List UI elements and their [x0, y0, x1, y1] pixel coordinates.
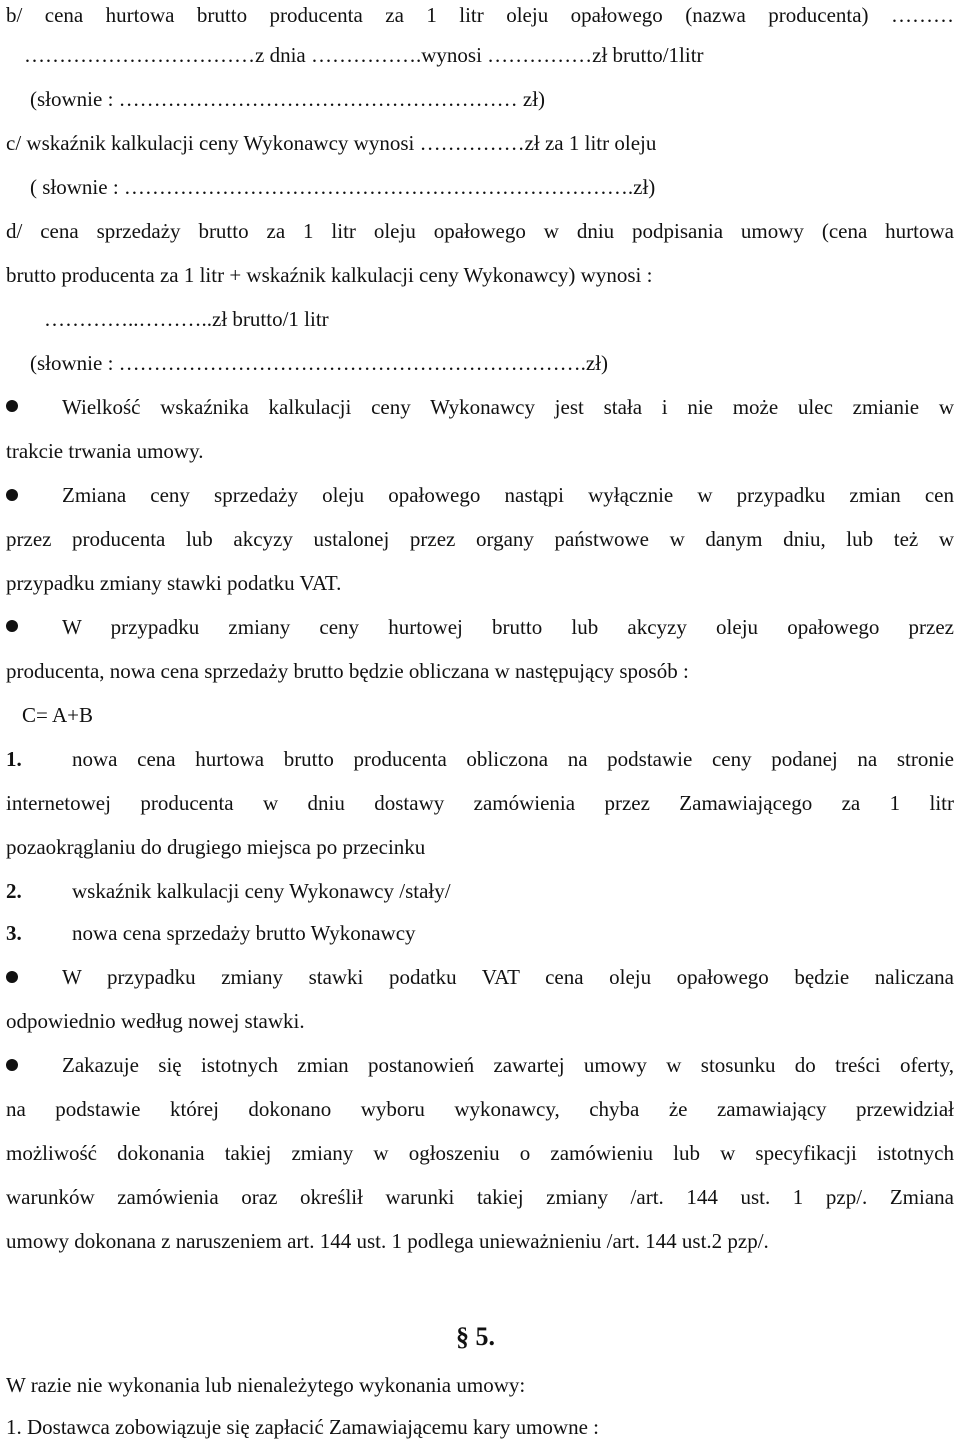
bullet-icon [6, 1059, 18, 1071]
bullet2-line3: przypadku zmiany stawki podatku VAT. [6, 571, 342, 595]
bullet2-line1: Zmiana ceny sprzedaży oleju opałowego nastąpi wyłącznie w przypadku zmian cen [62, 483, 954, 507]
bullet5-line5: umowy dokonana z naruszeniem art. 144 ust. 1 podlega unieważnieniu /art. 144 ust.2 pzp/. [6, 1229, 769, 1253]
bullet3-line1: W przypadku zmiany ceny hurtowej brutto lub akcyzy oleju opałowego przez [62, 615, 954, 639]
line-d: d/ cena sprzedaży brutto za 1 litr oleju opałowego w dniu podpisania umowy (cena hurtowa [6, 219, 954, 243]
section-line1: W razie nie wykonania lub nienależytego wykonania umowy: [6, 1373, 526, 1397]
bullet-icon [6, 400, 18, 412]
bullet5-line3: możliwość dokonania takiej zmiany w ogłoszeniu o zamówieniu lub w specyfikacji istotnych [6, 1141, 954, 1165]
line-d-cont: brutto producenta za 1 litr + wskaźnik kalkulacji ceny Wykonawcy) wynosi : [6, 263, 653, 287]
formula: C= A+B [22, 703, 93, 727]
item-number-1: 1. [6, 747, 22, 771]
line-d-amount: …………..………..zł brutto/1 litr [44, 307, 329, 331]
section-heading: § 5. [456, 1322, 495, 1351]
line-d-words: (słownie : ………………………………………………………….zł) [30, 351, 609, 375]
bullet4-line2: odpowiednio według nowej stawki. [6, 1009, 305, 1033]
bullet-icon [6, 971, 18, 983]
item1-line1: nowa cena hurtowa brutto producenta obliczona na podstawie ceny podanej na stronie [72, 747, 954, 771]
item3-line1: nowa cena sprzedaży brutto Wykonawcy [72, 921, 416, 945]
bullet3-line2: producenta, nowa cena sprzedaży brutto będzie obliczana w następujący sposób : [6, 659, 689, 683]
bullet2-line2: przez producenta lub akcyzy ustalonej przez organy państwowe w danym dniu, lub też w [6, 527, 954, 551]
item-number-3: 3. [6, 921, 22, 945]
bullet5-line2: na podstawie której dokonano wyboru wykonawcy, chyba że zamawiający przewidział [6, 1097, 954, 1121]
line-c: c/ wskaźnik kalkulacji ceny Wykonawcy wynosi ……………zł za 1 litr oleju [6, 131, 657, 155]
item1-line2: internetowej producenta w dniu dostawy zamówienia przez Zamawiającego za 1 litr [6, 791, 954, 815]
line-b-date: ……………………………z dnia …………….wynosi ……………zł brutto/1litr [24, 43, 704, 67]
line-c-words: ( słownie : ……………………………………………………………….zł) [30, 175, 656, 199]
bullet5-line1: Zakazuje się istotnych zmian postanowień zawartej umowy w stosunku do treści oferty, [62, 1053, 954, 1077]
bullet1-line1: Wielkość wskaźnika kalkulacji ceny Wykonawcy jest stała i nie może ulec zmianie w [62, 395, 954, 419]
bullet5-line4: warunków zamówienia oraz określił warunki takiej zmiany /art. 144 ust. 1 pzp/. Zmiana [6, 1185, 954, 1209]
bullet-icon [6, 620, 18, 632]
bullet4-line1: W przypadku zmiany stawki podatku VAT cena oleju opałowego będzie naliczana [62, 965, 954, 989]
bullet-icon [6, 489, 18, 501]
item-number-2: 2. [6, 879, 22, 903]
line-b: b/ cena hurtowa brutto producenta za 1 litr oleju opałowego (nazwa producenta) ……… [6, 3, 954, 27]
section-line2: 1. Dostawca zobowiązuje się zapłacić Zamawiającemu kary umowne : [6, 1415, 599, 1439]
item2-line1: wskaźnik kalkulacji ceny Wykonawcy /stały/ [72, 879, 451, 903]
line-b-words: (słownie : ………………………………………………… zł) [30, 87, 546, 111]
bullet1-line2: trakcie trwania umowy. [6, 439, 204, 463]
item1-line3: pozaokrąglaniu do drugiego miejsca po przecinku [6, 835, 426, 859]
